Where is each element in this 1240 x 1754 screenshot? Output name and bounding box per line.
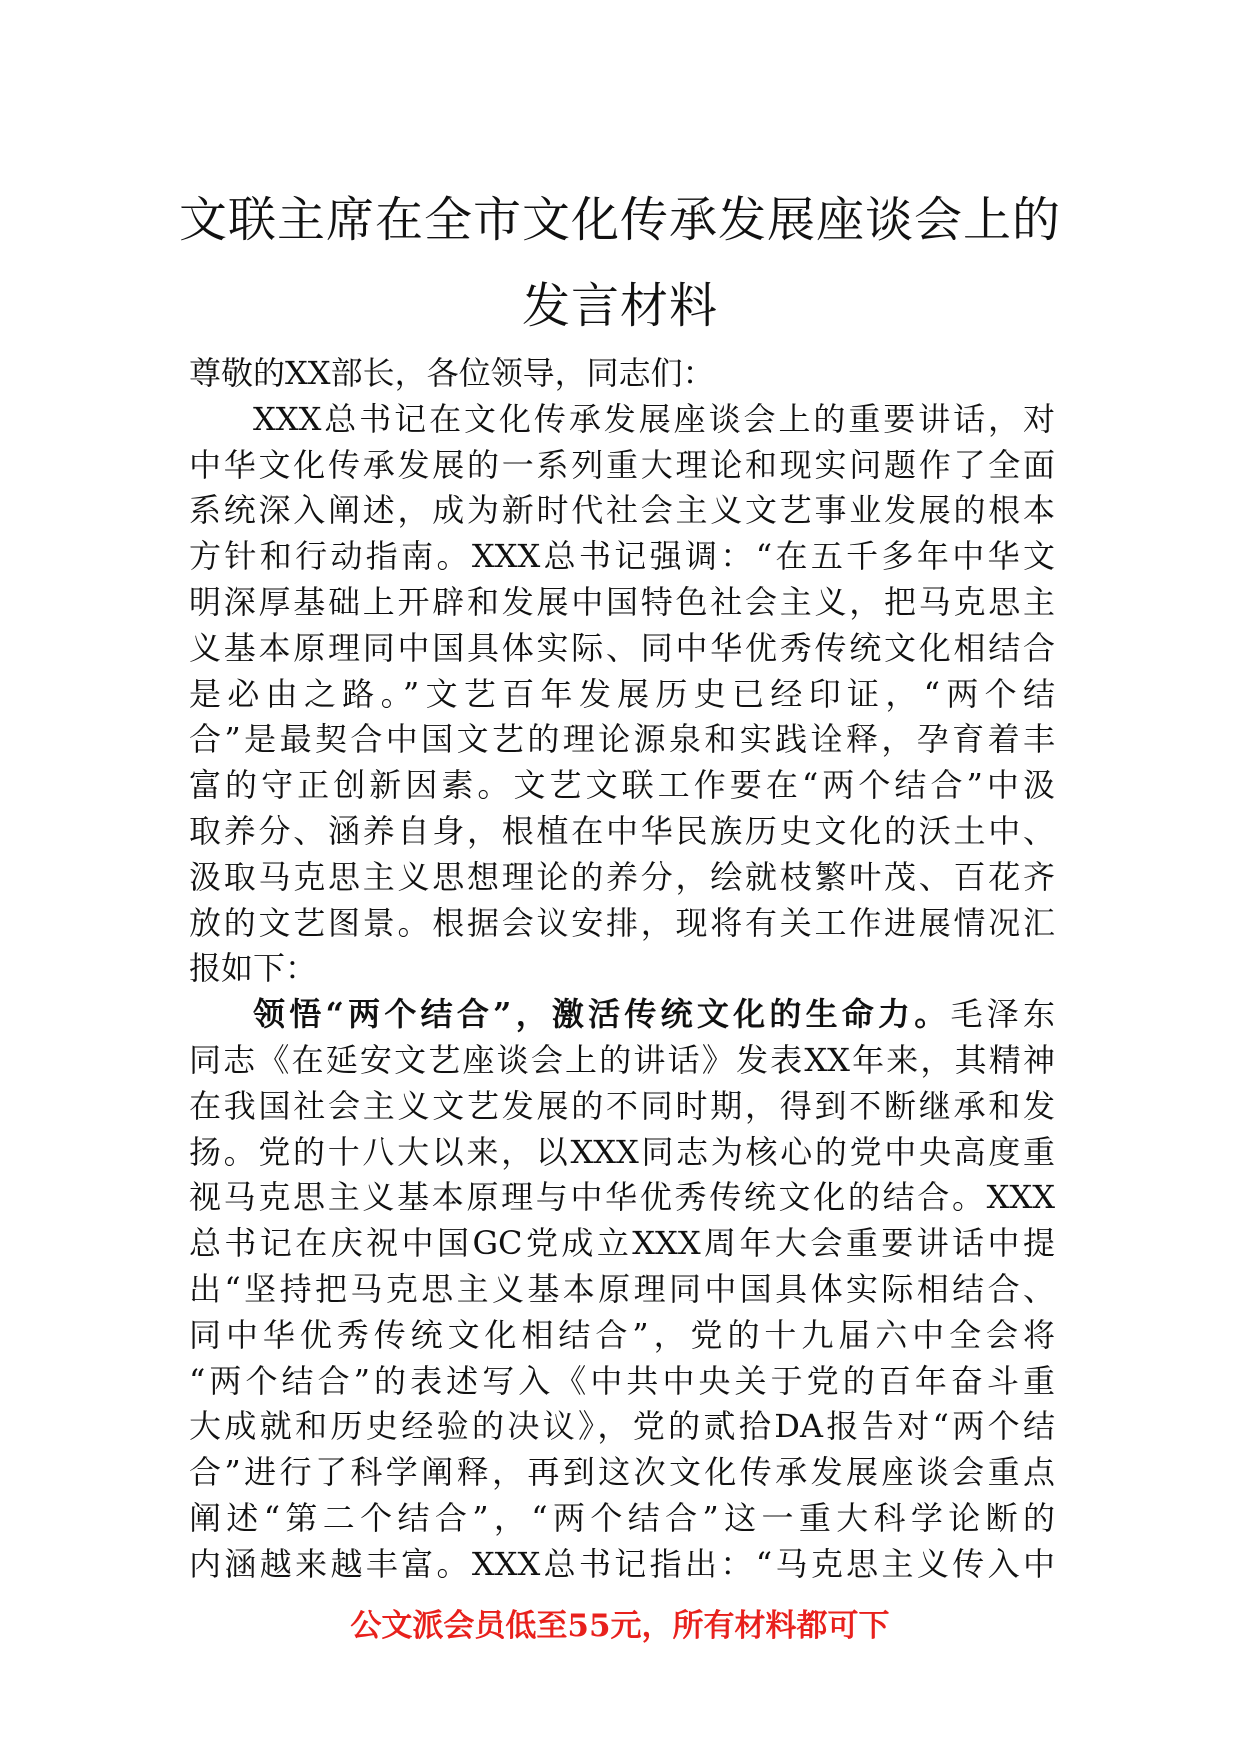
body-line-text: 大成就和历史经验的决议》，党的贰拾DA报告对“两个结: [189, 1407, 1055, 1446]
body-line-text: 中华文化传承发展的一系列重大理论和现实问题作了全面: [189, 445, 1055, 484]
body-line: [189, 901, 1055, 947]
body-line: [189, 717, 1055, 763]
document-body: [189, 351, 1055, 1588]
body-line: [189, 1267, 1055, 1313]
section-heading: 领悟“两个结合”，激活传统文化的生命力。: [253, 995, 951, 1034]
body-line: [189, 1175, 1055, 1221]
body-line: [189, 1359, 1055, 1405]
body-line-text: 总书记在庆祝中国GC党成立XXX周年大会重要讲话中提: [189, 1224, 1055, 1263]
body-line: [189, 1130, 1055, 1176]
body-line-text: 同志《在延安文艺座谈会上的讲话》发表XX年来，其精神: [189, 1040, 1055, 1079]
body-line-text: 合”是最契合中国文艺的理论源泉和实践诠释，孕育着丰: [189, 720, 1055, 759]
body-line: [189, 809, 1055, 855]
body-line: [189, 1450, 1055, 1496]
body-line-text: 毛泽东: [950, 995, 1055, 1034]
body-line: [189, 1496, 1055, 1542]
body-line-text: 是必由之路。”文艺百年发展历史已经印证，“两个结: [189, 674, 1055, 713]
body-line: [189, 1542, 1055, 1588]
body-line: [189, 488, 1055, 534]
body-line-text: “两个结合”的表述写入《中共中央关于党的百年奋斗重: [189, 1361, 1055, 1400]
body-line: [189, 580, 1055, 626]
body-line: [189, 397, 1055, 443]
body-line-text: 阐述“第二个结合”，“两个结合”这一重大科学论断的: [189, 1498, 1055, 1537]
body-line: [189, 855, 1055, 901]
body-line: [189, 534, 1055, 580]
body-line-text: 放的文艺图景。根据会议安排，现将有关工作进展情况汇: [189, 903, 1055, 942]
body-line-text: 合”进行了科学阐释，再到这次文化传承发展座谈会重点: [189, 1453, 1055, 1492]
body-line-text: 视马克思主义基本原理与中华优秀传统文化的结合。XXX: [189, 1178, 1055, 1217]
body-line: [189, 1313, 1055, 1359]
document-title-line-1: 文联主席在全市文化传承发展座谈会上的: [178, 192, 1061, 248]
body-line-text: 出“坚持把马克思主义基本原理同中国具体实际相结合、: [189, 1269, 1055, 1308]
body-line-text: 明深厚基础上开辟和发展中国特色社会主义，把马克思主: [189, 582, 1055, 621]
body-line-text: 系统深入阐述，成为新时代社会主义文艺事业发展的根本: [189, 491, 1055, 530]
body-line-text: 取养分、涵养自身，根植在中华民族历史文化的沃土中、: [189, 811, 1055, 850]
body-line-text: 扬。党的十八大以来，以XXX同志为核心的党中央高度重: [189, 1132, 1055, 1171]
body-line: [189, 992, 1055, 1038]
body-line: [189, 1404, 1055, 1450]
body-line-text: 汲取马克思主义思想理论的养分，绘就枝繁叶茂、百花齐: [189, 857, 1055, 896]
body-line: [189, 626, 1055, 672]
body-line-text: 方针和行动指南。XXX总书记强调：“在五千多年中华文: [189, 537, 1055, 576]
body-line: [189, 443, 1055, 489]
body-line: [189, 1084, 1055, 1130]
body-line: [189, 672, 1055, 718]
body-line-text: 在我国社会主义文艺发展的不同时期，得到不断继承和发: [189, 1086, 1055, 1125]
body-line-text: 尊敬的XX部长，各位领导，同志们：: [189, 354, 715, 392]
document-title-line-2: 发言材料: [521, 278, 718, 334]
body-line: [189, 351, 1055, 397]
body-line: [189, 763, 1055, 809]
body-line: [189, 946, 1055, 992]
body-line-text: 同中华优秀传统文化相结合”，党的十九届六中全会将: [189, 1315, 1055, 1354]
body-line-text: 义基本原理同中国具体实际、同中华优秀传统文化相结合: [189, 628, 1055, 667]
body-line: [189, 1221, 1055, 1267]
body-line: [189, 1038, 1055, 1084]
body-line-text: XXX总书记在文化传承发展座谈会上的重要讲话，对: [253, 399, 1055, 438]
body-line-text: 内涵越来越丰富。XXX总书记指出：“马克思主义传入中: [189, 1544, 1055, 1583]
body-line-text: 富的守正创新因素。文艺文联工作要在“两个结合”中汲: [189, 766, 1055, 805]
body-line-text: 报如下：: [189, 949, 318, 988]
membership-promo-banner[interactable]: 公文派会员低至55元，所有材料都可下: [350, 1608, 890, 1644]
